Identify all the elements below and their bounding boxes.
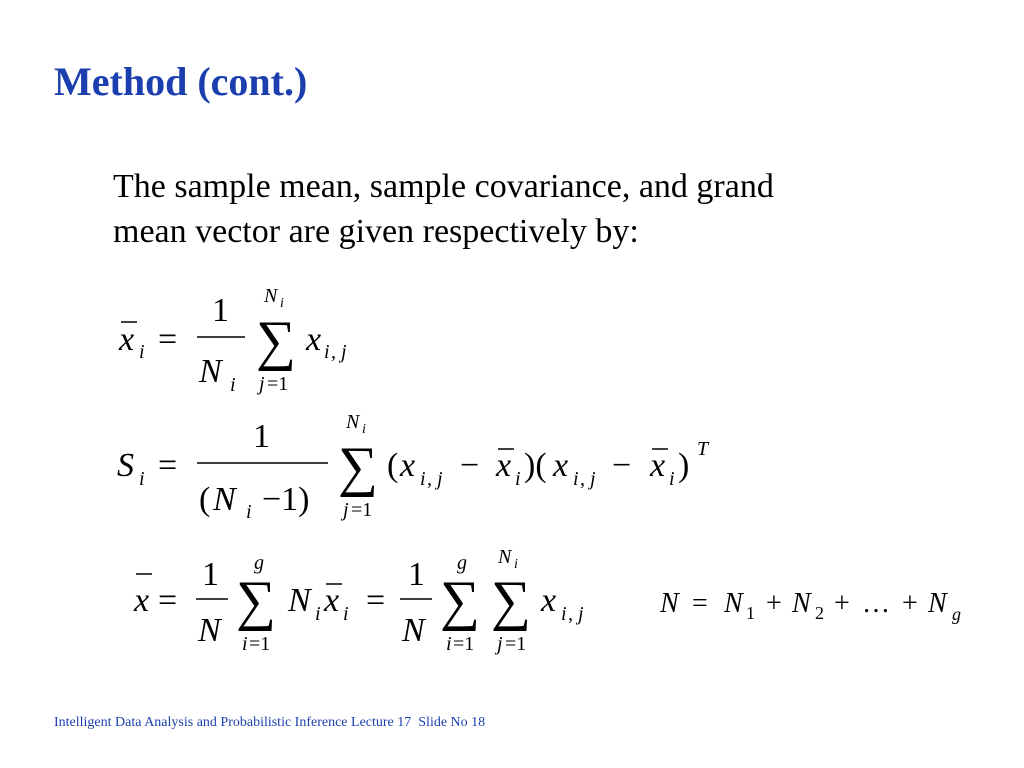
svg-text:T: T (697, 438, 709, 460)
svg-text:−: − (460, 447, 480, 484)
svg-text:i: i (561, 603, 567, 625)
svg-text:j: j (437, 468, 443, 490)
svg-text:i: i (242, 633, 248, 655)
svg-text:j: j (590, 468, 596, 490)
svg-text:x: x (650, 447, 666, 484)
svg-text:+: + (902, 588, 918, 619)
svg-text:i: i (362, 422, 366, 437)
svg-text:i: i (446, 633, 452, 655)
svg-text:−: − (612, 447, 632, 484)
total-count-equation (0, 575, 1000, 635)
svg-text:x: x (400, 447, 416, 484)
svg-text:+: + (834, 588, 850, 619)
svg-text:i: i (324, 341, 330, 363)
svg-text:+: + (766, 588, 782, 619)
svg-text:=1: =1 (505, 633, 527, 655)
svg-text:): ) (678, 447, 690, 484)
svg-text:x: x (324, 582, 340, 619)
svg-text:N: N (288, 582, 311, 619)
svg-text:(: ( (199, 481, 211, 518)
slide-title: Method (cont.) (54, 59, 308, 104)
svg-text:=: = (158, 582, 178, 619)
svg-text:i: i (280, 296, 284, 311)
svg-text:j: j (343, 499, 349, 521)
svg-text:i: i (246, 501, 252, 523)
svg-text:i: i (514, 557, 518, 572)
svg-text:x: x (553, 447, 569, 484)
svg-text:,: , (580, 468, 585, 490)
svg-text:=: = (692, 588, 708, 619)
svg-text:i: i (139, 341, 145, 363)
svg-text:N: N (198, 612, 221, 649)
svg-text:1: 1 (408, 556, 425, 593)
svg-text:x: x (541, 582, 557, 619)
svg-text:=: = (158, 321, 178, 358)
svg-text:∑: ∑ (440, 570, 480, 632)
svg-text:i: i (420, 468, 426, 490)
svg-text:j: j (341, 341, 347, 363)
svg-text:i: i (573, 468, 579, 490)
svg-text:2: 2 (815, 603, 824, 623)
svg-text:=1: =1 (249, 633, 271, 655)
svg-text:∑: ∑ (256, 310, 296, 372)
sample-covariance-equation (0, 405, 740, 535)
svg-text:=: = (158, 447, 178, 484)
svg-text:i: i (343, 603, 349, 625)
svg-text:j: j (578, 603, 584, 625)
svg-text:∑: ∑ (236, 570, 276, 632)
svg-text:N: N (199, 353, 222, 390)
svg-text:)(: )( (524, 447, 547, 484)
svg-text:=: = (366, 582, 386, 619)
svg-text:…: … (862, 588, 890, 619)
svg-text:−1): −1) (262, 481, 310, 518)
sample-mean-equation (0, 270, 400, 400)
svg-text:,: , (427, 468, 432, 490)
body-line-2: mean vector are given respectively by: (113, 213, 639, 250)
svg-text:,: , (331, 341, 336, 363)
svg-text:=1: =1 (453, 633, 475, 655)
svg-text:j: j (259, 373, 265, 395)
svg-text:S: S (117, 447, 134, 484)
svg-text:x: x (119, 321, 135, 358)
svg-text:(: ( (387, 447, 399, 484)
svg-text:g: g (457, 552, 467, 574)
svg-text:N: N (928, 588, 947, 619)
svg-text:N: N (402, 612, 425, 649)
svg-text:i: i (315, 603, 321, 625)
body-line-1: The sample mean, sample covariance, and grand (113, 168, 774, 205)
svg-text:N: N (264, 285, 278, 307)
svg-text:N: N (213, 481, 236, 518)
svg-text:x: x (134, 582, 150, 619)
svg-text:=1: =1 (267, 373, 289, 395)
svg-text:N: N (792, 588, 811, 619)
svg-text:1: 1 (253, 418, 270, 455)
svg-text:i: i (230, 374, 236, 396)
svg-text:N: N (346, 411, 360, 433)
svg-text:x: x (306, 321, 322, 358)
svg-text:N: N (724, 588, 743, 619)
svg-text:∑: ∑ (338, 436, 378, 498)
svg-text:i: i (515, 468, 521, 490)
svg-text:g: g (952, 604, 961, 624)
svg-text:1: 1 (746, 603, 755, 623)
svg-text:i: i (669, 468, 675, 490)
svg-text:1: 1 (212, 292, 229, 329)
slide-footer: Intelligent Data Analysis and Probabilistic Inference Lecture 17 Slide No 18 (54, 715, 486, 730)
svg-text:j: j (497, 633, 503, 655)
svg-text:N: N (498, 546, 512, 568)
svg-text:i: i (139, 468, 145, 490)
svg-text:=1: =1 (351, 499, 373, 521)
svg-text:1: 1 (202, 556, 219, 593)
svg-text:g: g (254, 552, 264, 574)
svg-text:∑: ∑ (491, 570, 531, 632)
slide-body-text (113, 164, 933, 254)
svg-text:N: N (660, 588, 679, 619)
svg-text:,: , (568, 603, 573, 625)
svg-text:x: x (496, 447, 512, 484)
